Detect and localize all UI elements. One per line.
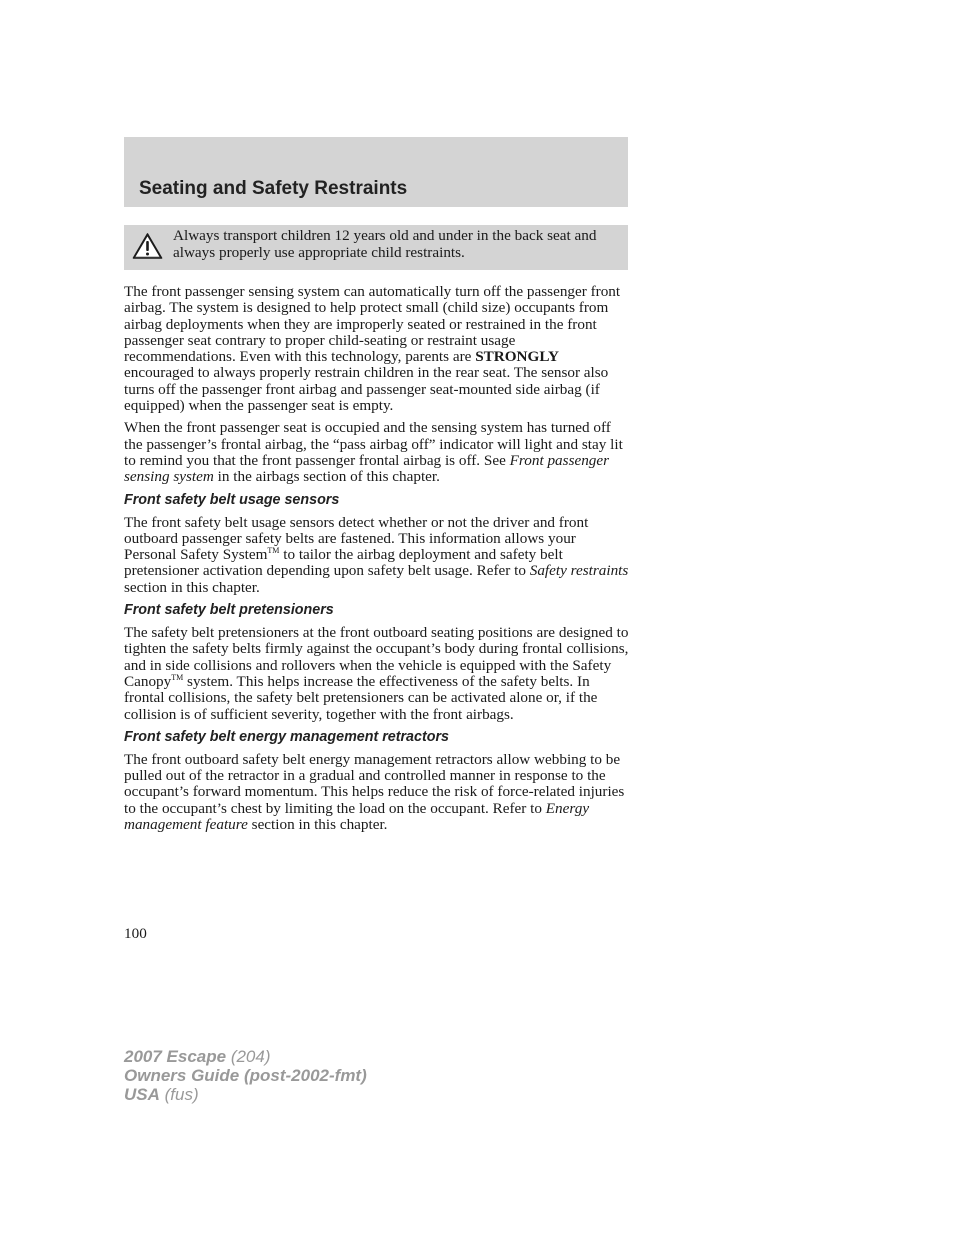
footer-line-3 (124, 1085, 367, 1104)
footer-market-code: (fus) (159, 1085, 199, 1104)
chapter-header-band (124, 137, 628, 207)
text-run: When the front passenger seat is occupied and the sensing system has turned off the passenger’s frontal airbag, the “pass airbag off” indicator will light and stay lit to remind you that the front passenger frontal airbag is off. See (124, 419, 623, 469)
text-run: system. This helps increase the effectiveness of the safety belts. In frontal collisions, the safety belt pretensioners can be activated alone or, if the collision is of sufficient severity, together with the front airbags. (124, 672, 598, 723)
retractors-paragraph (124, 752, 630, 833)
text-run: to tailor the airbag deployment and safety belt pretensioner activation depending upon safety belt usage. Refer to (124, 546, 563, 580)
text-run: section in this chapter. (247, 816, 388, 834)
footer-line-2 (124, 1066, 367, 1085)
text-run: The front outboard safety belt energy management retractors allow webbing to be pulled out of the retractor in a gradual and controlled manner in response to the occupant’s forward momentum. This helps reduce the risk of force-related injuries to the occupant’s chest by limiting the load on the occupant. Refer to (124, 750, 625, 817)
page-number: 100 (124, 925, 147, 942)
text-run: The front passenger sensing system can automatically turn off the passenger front airbag. The system is designed to help protect small (child size) occupants from airbag deployments when they are improperly seated or restrained in the front passenger seat contrary to proper child-seating or restraint usage recommendations. Even with this technology, parents are (124, 283, 621, 366)
chapter-title: Seating and Safety Restraints (139, 178, 408, 199)
warning-text: Always transport children 12 years old and under in the back seat and always properly use appropriate child restraints. (173, 227, 597, 261)
footer-line-1 (124, 1047, 367, 1066)
heading-pretensioners: Front safety belt pretensioners (124, 602, 334, 619)
text-run: The safety belt pretensioners at the front outboard seating positions are designed to tighten the safety belts firmly against the occupant’s body during frontal collisions, and in side collisions and rollovers when the vehicle is equipped with the Safety Canopy (124, 624, 629, 690)
usage-sensors-paragraph (124, 515, 630, 596)
document-footer (124, 1047, 367, 1104)
text-run: The front safety belt usage sensors detect whether or not the driver and front outboard passenger safety belts are fastened. This information allows your Personal Safety System (124, 513, 589, 564)
page-content (124, 284, 630, 839)
text-run: in the airbags section of this chapter. (213, 468, 440, 486)
pretensioners-paragraph (124, 625, 630, 723)
footer-model-code: (204) (226, 1047, 271, 1066)
cross-reference: Energy management feature (124, 799, 590, 834)
cross-reference: Safety restraints (529, 562, 629, 580)
heading-usage-sensors: Front safety belt usage sensors (124, 491, 340, 508)
footer-guide: Owners Guide (post-2002-fmt) (124, 1066, 367, 1085)
intro-paragraph-1 (124, 284, 630, 414)
trademark-mark: TM (171, 672, 184, 682)
strongly-emphasis: STRONGLY (475, 348, 560, 366)
cross-reference: Front passenger sensing system (124, 451, 610, 486)
text-run: section in this chapter. (124, 578, 260, 596)
warning-triangle-icon (132, 232, 163, 260)
intro-paragraph-2 (124, 420, 630, 485)
footer-market: USA (124, 1085, 160, 1104)
heading-retractors: Front safety belt energy management retractors (124, 728, 449, 745)
trademark-mark: TM (267, 546, 280, 556)
text-run: encouraged to always properly restrain children in the rear seat. The sensor also turns off the passenger front airbag and passenger seat-mounted side airbag (if equipped) when the passenger seat is empty. (124, 364, 609, 415)
footer-model: 2007 Escape (124, 1047, 227, 1066)
warning-box (124, 225, 628, 270)
